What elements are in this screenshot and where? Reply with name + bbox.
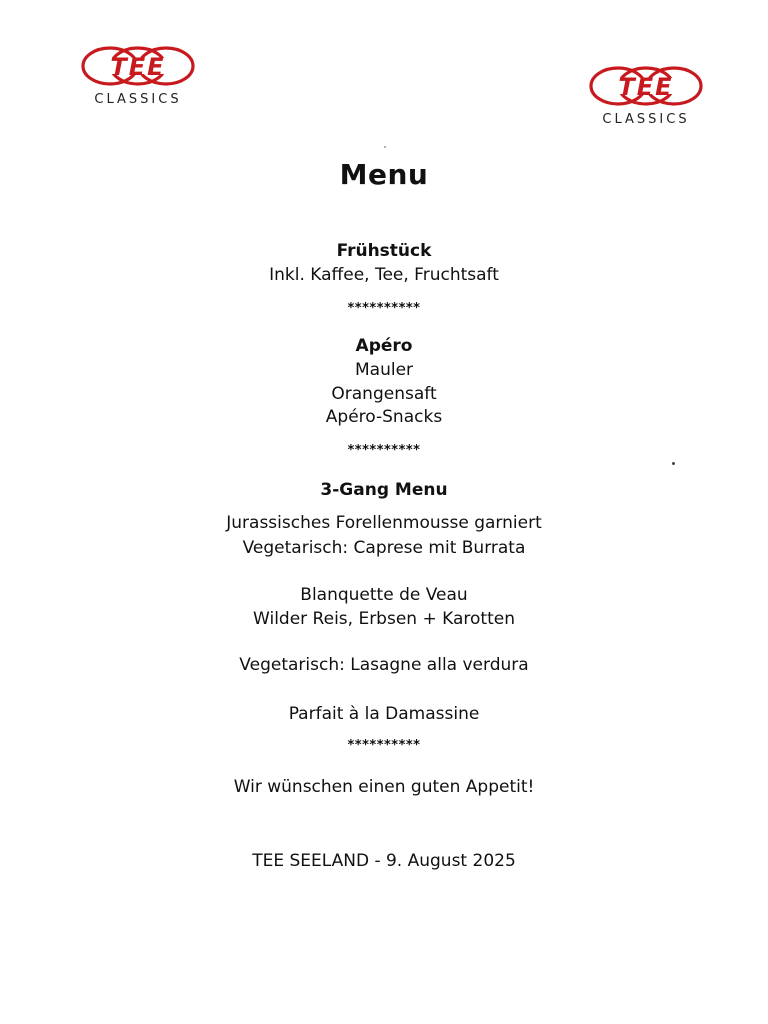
scan-speck: [672, 462, 675, 465]
apero-item: Apéro-Snacks: [325, 407, 443, 427]
closing-wish: Wir wünschen einen guten Appetit!: [233, 777, 535, 797]
separator: **********: [347, 443, 421, 458]
section-heading-fruehstueck: Frühstück: [336, 241, 432, 261]
apero-item: Mauler: [354, 360, 414, 380]
main-course-item: Blanquette de Veau: [300, 585, 468, 605]
tee-classics-logo-right: [588, 64, 704, 127]
main-course-vegetarian: Vegetarisch: Lasagne alla verdura: [239, 655, 529, 675]
menu-title: Menu: [339, 158, 429, 191]
starter-item: Vegetarisch: Caprese mit Burrata: [242, 538, 526, 558]
starter-item: Jurassisches Forellenmousse garniert: [226, 513, 542, 533]
section-heading-3-gang: 3-Gang Menu: [320, 480, 448, 500]
event-footer: TEE SEELAND - 9. August 2025: [252, 851, 516, 871]
logo-subtitle: CLASSICS: [602, 112, 690, 127]
tee-logo-mark: [588, 64, 704, 110]
logo-subtitle: CLASSICS: [94, 92, 182, 107]
section-heading-apero: Apéro: [355, 336, 413, 356]
main-course-item: Wilder Reis, Erbsen + Karotten: [253, 609, 515, 629]
logo-mark-text: TEE: [618, 73, 674, 101]
tee-logo-mark: [80, 44, 196, 90]
dessert-item: Parfait à la Damassine: [288, 704, 480, 724]
separator: **********: [347, 301, 421, 316]
separator: **********: [347, 738, 421, 753]
logo-mark-text: TEE: [110, 53, 166, 81]
apero-item: Orangensaft: [331, 384, 437, 404]
tee-classics-logo-left: [80, 44, 196, 107]
scan-speck: [384, 146, 386, 148]
fruehstueck-item: Inkl. Kaffee, Tee, Fruchtsaft: [269, 265, 499, 285]
